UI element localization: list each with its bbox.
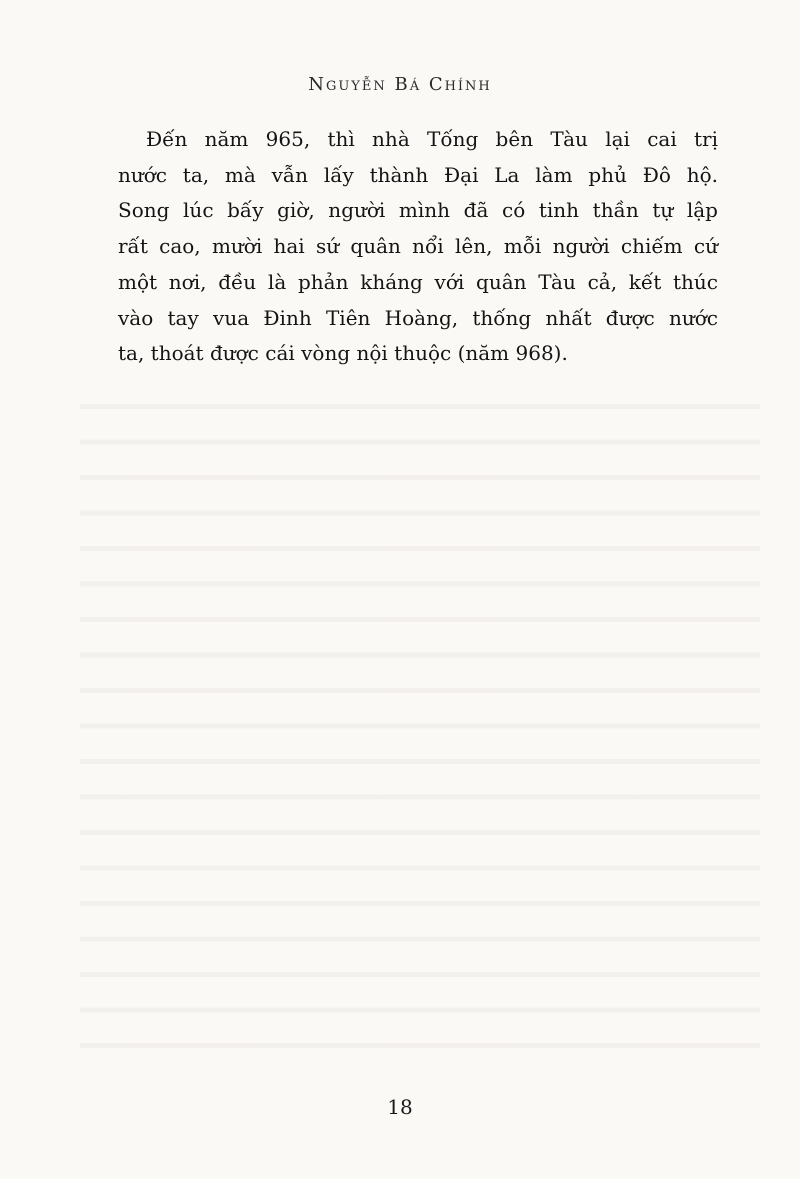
paragraph-line: một nơi, đều là phản kháng với quân Tàu cả, kết thúc bbox=[118, 269, 718, 294]
paragraph-line: rất cao, mười hai sứ quân nổi lên, mỗi người chiếm cứ bbox=[118, 234, 718, 259]
paragraph-line: nước ta, mà vẫn lấy thành Đại La làm phủ Đô hộ. bbox=[118, 162, 718, 187]
page-number: 18 bbox=[387, 1095, 413, 1119]
show-through-text bbox=[80, 380, 760, 1070]
paragraph-line: ta, thoát được cái vòng nội thuộc (năm 968). bbox=[118, 341, 568, 366]
paragraph-line: Đến năm 965, thì nhà Tống bên Tàu lại cai trị bbox=[146, 127, 718, 151]
paragraph-line: Song lúc bấy giờ, người mình đã có tinh thần tự lập bbox=[118, 198, 718, 223]
running-head: Nguyễn Bá Chính bbox=[308, 74, 492, 95]
paragraph-line: vào tay vua Đinh Tiên Hoàng, thống nhất được nước bbox=[118, 305, 718, 330]
body-paragraph bbox=[118, 122, 718, 372]
